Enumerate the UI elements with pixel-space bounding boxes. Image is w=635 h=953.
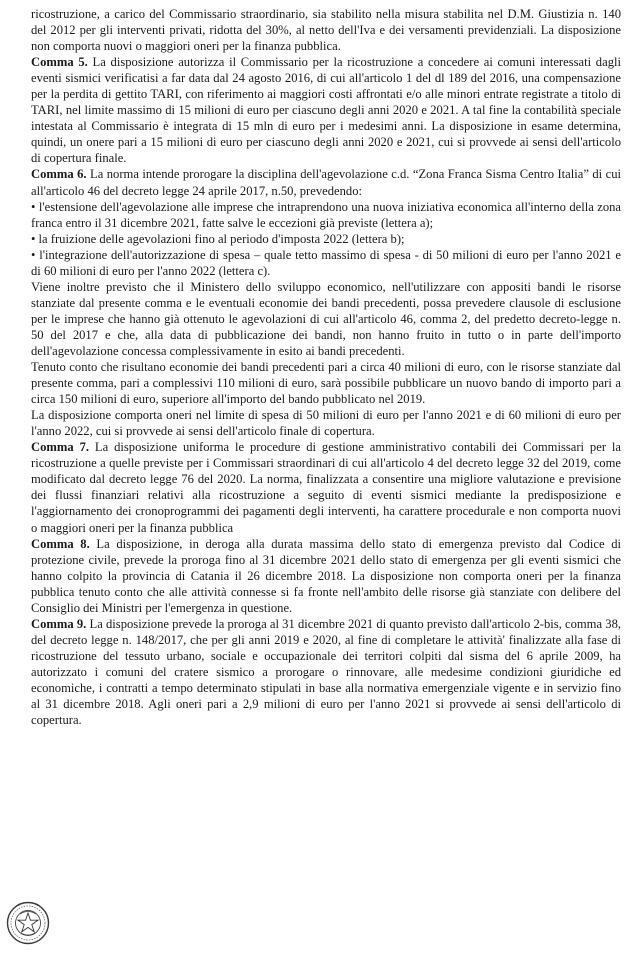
paragraph-text: La disposizione uniforma le procedure di gestione amministrativo contabili dei Commissari per la ricostruzione a quelle previste per i Commissari straordinari di cui all'articolo 4 del decreto legge 32 del 2019, come modificato dal decreto legge 76 del 2020. La norma, finalizzata a consentire una migliore valutazione e previsione dei flussi finanziari relativi alla ricostruzione a seguito di eventi sismici mediante la predisposizione e l'aggiornamento dei cronoprogrammi dei pagamenti degli interventi, ha carattere procedurale e non comporta nuovi o maggiori oneri per la finanza pubblica xyxy=(31,440,622,535)
comma-label: Comma 5. xyxy=(31,55,88,70)
paragraph-mise-bandi xyxy=(31,279,621,359)
comma-label: Comma 6. xyxy=(31,167,87,182)
paragraph-text: La disposizione prevede la proroga al 31 dicembre 2021 di quanto previsto dall'articolo 2-bis, comma 38, del decreto legge n. 148/2017, che per gli anni 2019 e 2020, al fine di completare le attività' finalizzate alla fase di ricostruzione del tessuto urbano, sociale e occupazionale dei territori colpiti dal sisma del 6 aprile 2009, ha autorizzato i comuni del cratere sismico a prorogare o rinnovare, alle medesime condizioni giuridiche ed economiche, i contratti a tempo determinato stipulati in base alla normativa emergenziale vigente e in servizio fino al 31 dicembre 2018. Agli oneri pari a 2,9 milioni di euro per l'anno 2021 si provvede ai sensi dell'articolo di copertura. xyxy=(31,616,622,728)
paragraph-text: Viene inoltre previsto che il Ministero dello sviluppo economico, nell'utilizzare con appositi bandi le risorse stanziate dal presente comma e le eventuali economie dei bandi precedenti, possa prevedere clausole di esclusione per le imprese che hanno già ottenuto le agevolazioni di cui all'articolo 46, comma 2, del predetto decreto-legge n. 50 del 2017 e che, alla data di pubblicazione dei bandi, non hanno fruito in tutto o in parte dell'importo dell'agevolazione concessa complessivamente in esito ai bandi precedenti. xyxy=(31,279,621,358)
bullet-item-lettera-a xyxy=(31,199,621,231)
paragraph-comma-5 xyxy=(31,54,621,166)
document-page xyxy=(31,6,621,728)
paragraph-text: ricostruzione, a carico del Commissario straordinario, sia stabilito nella misura stabilita nel D.M. Giustizia n. 140 del 2012 per gli interventi privati, ridotta del 30%, al netto dell'Iva e dei versamenti previdenziali. La disposizione non comporta nuovi o maggiori oneri per la finanza pubblica. xyxy=(31,7,621,54)
paragraph-comma-6 xyxy=(31,166,621,198)
bullet-text: • l'integrazione dell'autorizzazione di spesa – quale tetto massimo di spesa - di 50 milioni di euro per l'anno 2021 e di 60 milioni di euro per l'anno 2022 (lettera c). xyxy=(31,247,621,278)
paragraph-oneri-comma-6 xyxy=(31,407,621,439)
comma-label: Comma 7. xyxy=(31,440,90,455)
paragraph-text: La norma intende prorogare la disciplina dell'agevolazione c.d. “Zona Franca Sisma Centro Italia” di cui all'articolo 46 del decreto legge 24 aprile 2017, n.50, prevedendo: xyxy=(31,167,621,198)
bullet-item-lettera-b xyxy=(31,231,621,247)
paragraph-comma-8 xyxy=(31,536,621,616)
paragraph-text: Tenuto conto che risultano economie dei bandi precedenti pari a circa 40 milioni di euro, con le risorse stanziate dal presente comma, pari a complessivi 110 milioni di euro, sarà possibile pubblicare un nuovo bando di importo pari a circa 150 milioni di euro, superiore all'importo del bando pubblicato nel 2019. xyxy=(31,360,621,407)
paragraph-text: La disposizione comporta oneri nel limite di spesa di 50 milioni di euro per l'anno 2021 e di 60 milioni di euro per l'anno 2022, cui si provvede ai sensi dell'articolo finale di copertura. xyxy=(31,408,621,439)
bullet-item-lettera-c xyxy=(31,247,621,279)
paragraph-comma-9 xyxy=(31,616,621,728)
paragraph-economie-bandi xyxy=(31,359,621,407)
paragraph-text: La disposizione, in deroga alla durata massima dello stato di emergenza previsto dal Codice di protezione civile, prevede la proroga fino al 31 dicembre 2021 dello stato di emergenza per gli eventi sismici che hanno colpito la provincia di Catania il 26 dicembre 2018. La disposizione non comporta oneri per la finanza pubblica tenuto conto che alle attività connesse si fa fronte nell'ambito delle risorse già stanziate con delibere del Consiglio dei Ministri per l'emergenza in questione. xyxy=(31,536,622,615)
bullet-text: • l'estensione dell'agevolazione alle imprese che intraprendono una nuova iniziativa economica all'interno della zona franca entro il 31 dicembre 2021, fatte salve le eccezioni già previste (lettera a); xyxy=(31,199,621,230)
bullet-text: • la fruizione delle agevolazioni fino al periodo d'imposta 2022 (lettera b); xyxy=(31,231,405,246)
paragraph-continuation xyxy=(31,6,621,54)
paragraph-text: La disposizione autorizza il Commissario per la ricostruzione a concedere ai comuni interessati dagli eventi sismici verificatisi a far data dal 24 agosto 2016, di cui all'articolo 1 del dl 189 del 2016, una compensazione per la perdita di gettito TARI, con riferimento ai maggiori costi affrontati e/o alle minori entrate registrate a titolo di TARI, nel limite massimo di 15 milioni di euro per ciascuno degli anni 2020 e 2021. A tal fine la contabilità speciale intestata al Commissario è integrata di 15 mln di euro per i medesimi anni. La disposizione in esame determina, quindi, un onere pari a 15 milioni di euro per ciascuno degli anni 2020 e 2021, cui si provvede ai sensi dell'articolo di copertura finale. xyxy=(31,55,621,166)
official-seal-icon xyxy=(6,901,50,945)
comma-label: Comma 8. xyxy=(31,536,90,551)
paragraph-comma-7 xyxy=(31,439,621,535)
comma-label: Comma 9. xyxy=(31,616,87,631)
